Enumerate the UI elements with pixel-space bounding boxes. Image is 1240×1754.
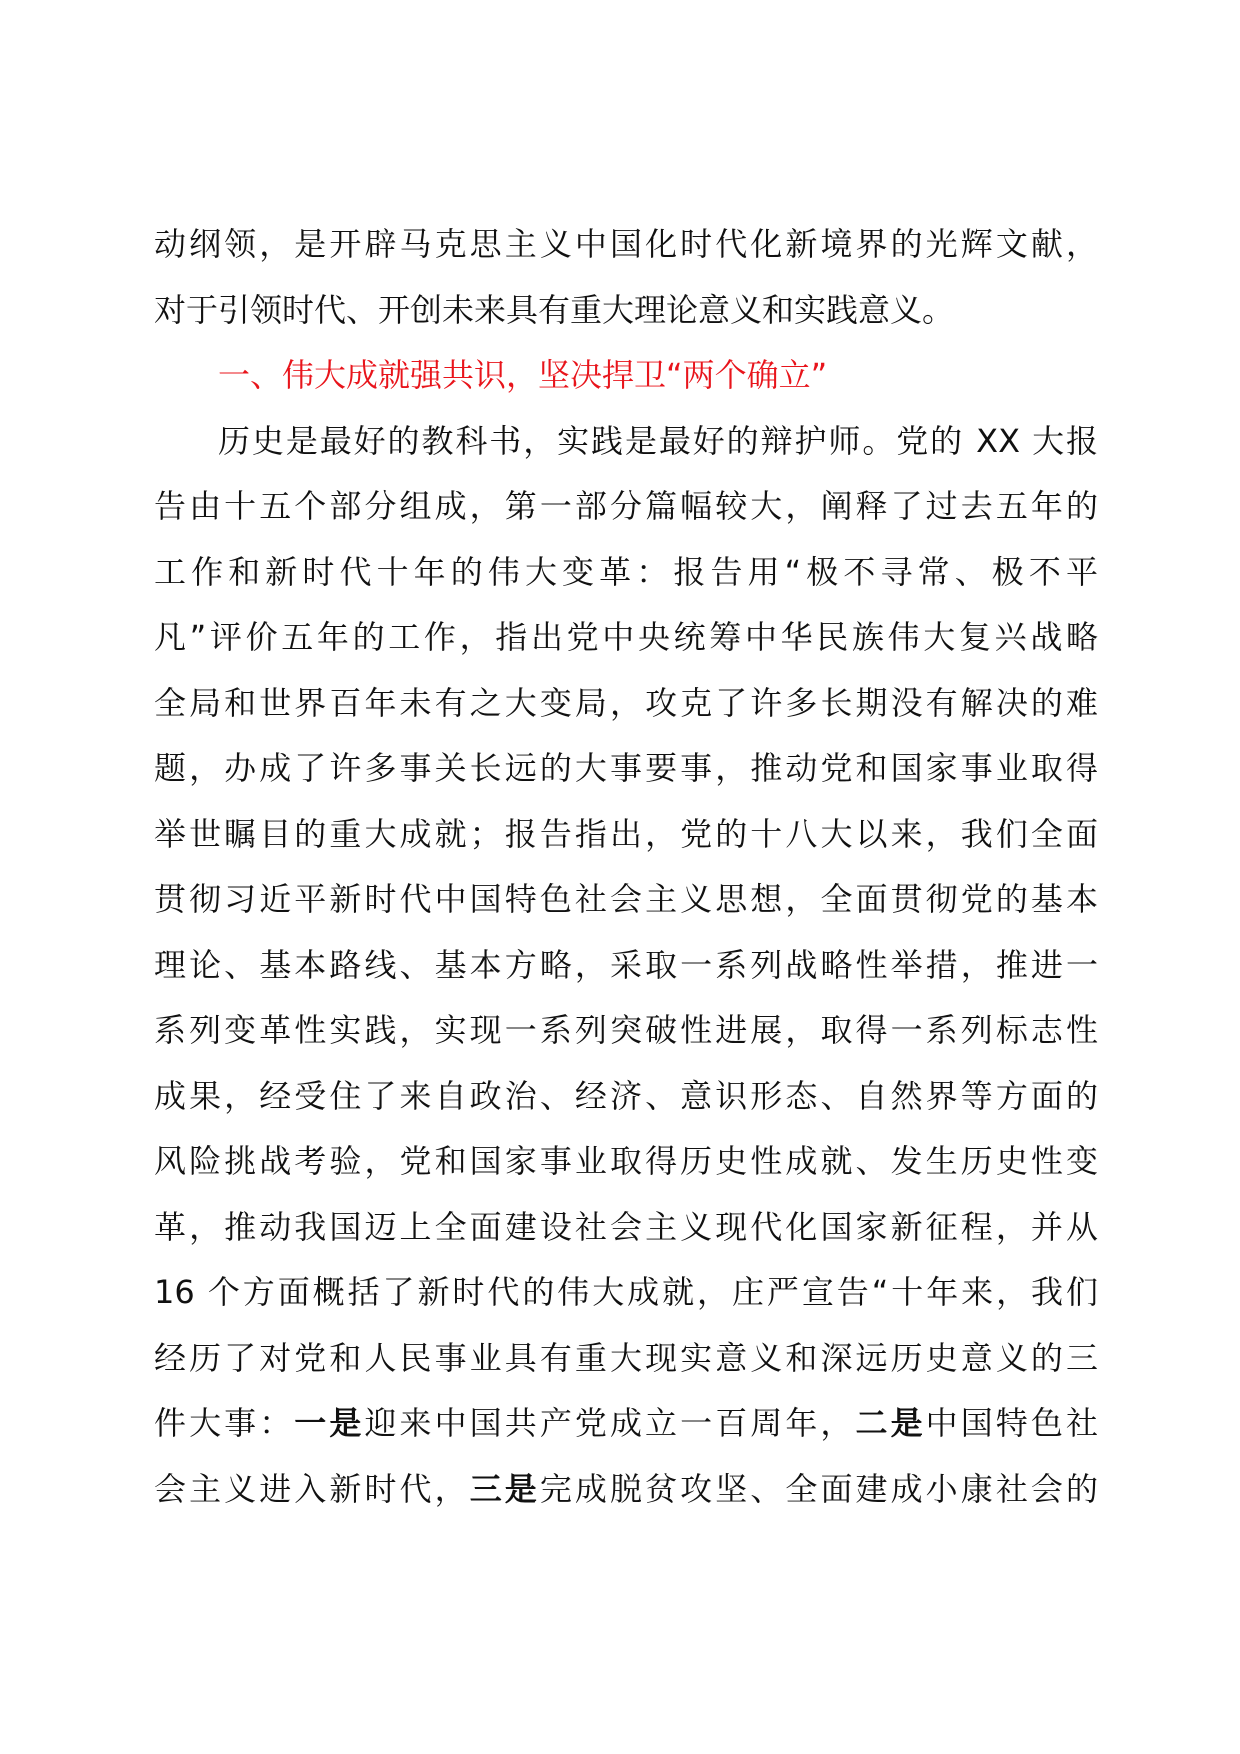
line-17-text: 完成脱贫攻坚、全面建成小康社会的	[539, 1469, 1098, 1508]
body-line-16	[154, 1391, 1098, 1457]
body-line-4: 凡”评价五年的工作，指出党中央统筹中华民族伟大复兴战略	[154, 618, 1098, 656]
body-line-9: 理论、基本路线、基本方略，采取一系列战略性举措，推进一	[154, 945, 1098, 984]
body-line-12: 风险挑战考验，党和国家事业取得历史性成就、发生历史性变	[154, 1142, 1098, 1180]
body-line-8: 贯彻习近平新时代中国特色社会主义思想，全面贯彻党的基本	[154, 880, 1098, 918]
line-16-text-1: 迎来中国共产党成立一百周年，	[364, 1404, 856, 1442]
emphasis-second: 二是	[855, 1404, 926, 1442]
intro-line-1: 动纲领，是开辟马克思主义中国化时代化新境界的光辉文献，	[154, 225, 1098, 263]
emphasis-third: 三是	[469, 1469, 540, 1508]
body-line-5: 全局和世界百年未有之大变局，攻克了许多长期没有解决的难	[154, 683, 1098, 722]
intro-line-2: 对于引领时代、开创未来具有重大理论意义和实践意义。	[154, 290, 955, 329]
line-16-text-2: 中国特色社	[925, 1404, 1098, 1442]
body-line-6: 题，办成了许多事关长远的大事要事，推动党和国家事业取得	[154, 749, 1098, 787]
body-line-7: 举世瞩目的重大成就；报告指出，党的十八大以来，我们全面	[154, 814, 1098, 853]
line-16-prefix: 件大事：	[154, 1404, 295, 1442]
body-line-10: 系列变革性实践，实现一系列突破性进展，取得一系列标志性	[154, 1011, 1098, 1049]
body-line-2: 告由十五个部分组成，第一部分篇幅较大，阐释了过去五年的	[154, 487, 1098, 525]
body-line-15: 经历了对党和人民事业具有重大现实意义和深远历史意义的三	[154, 1338, 1098, 1377]
body-line-13: 革，推动我国迈上全面建设社会主义现代化国家新征程，并从	[154, 1207, 1098, 1246]
document-text	[154, 212, 1098, 1522]
section-heading: 一、伟大成就强共识，坚决捍卫“两个确立”	[218, 356, 828, 394]
body-line-17	[154, 1457, 1098, 1523]
line-17-prefix: 会主义进入新时代，	[154, 1469, 470, 1508]
body-line-14: 16 个方面概括了新时代的伟大成就，庄严宣告“十年来，我们	[154, 1273, 1098, 1311]
body-line-3: 工作和新时代十年的伟大变革：报告用“极不寻常、极不平	[154, 552, 1098, 591]
emphasis-first: 一是	[294, 1404, 365, 1442]
body-line-11: 成果，经受住了来自政治、经济、意识形态、自然界等方面的	[154, 1076, 1098, 1115]
body-line-1: 历史是最好的教科书，实践是最好的辩护师。党的 XX 大报	[218, 421, 1098, 460]
